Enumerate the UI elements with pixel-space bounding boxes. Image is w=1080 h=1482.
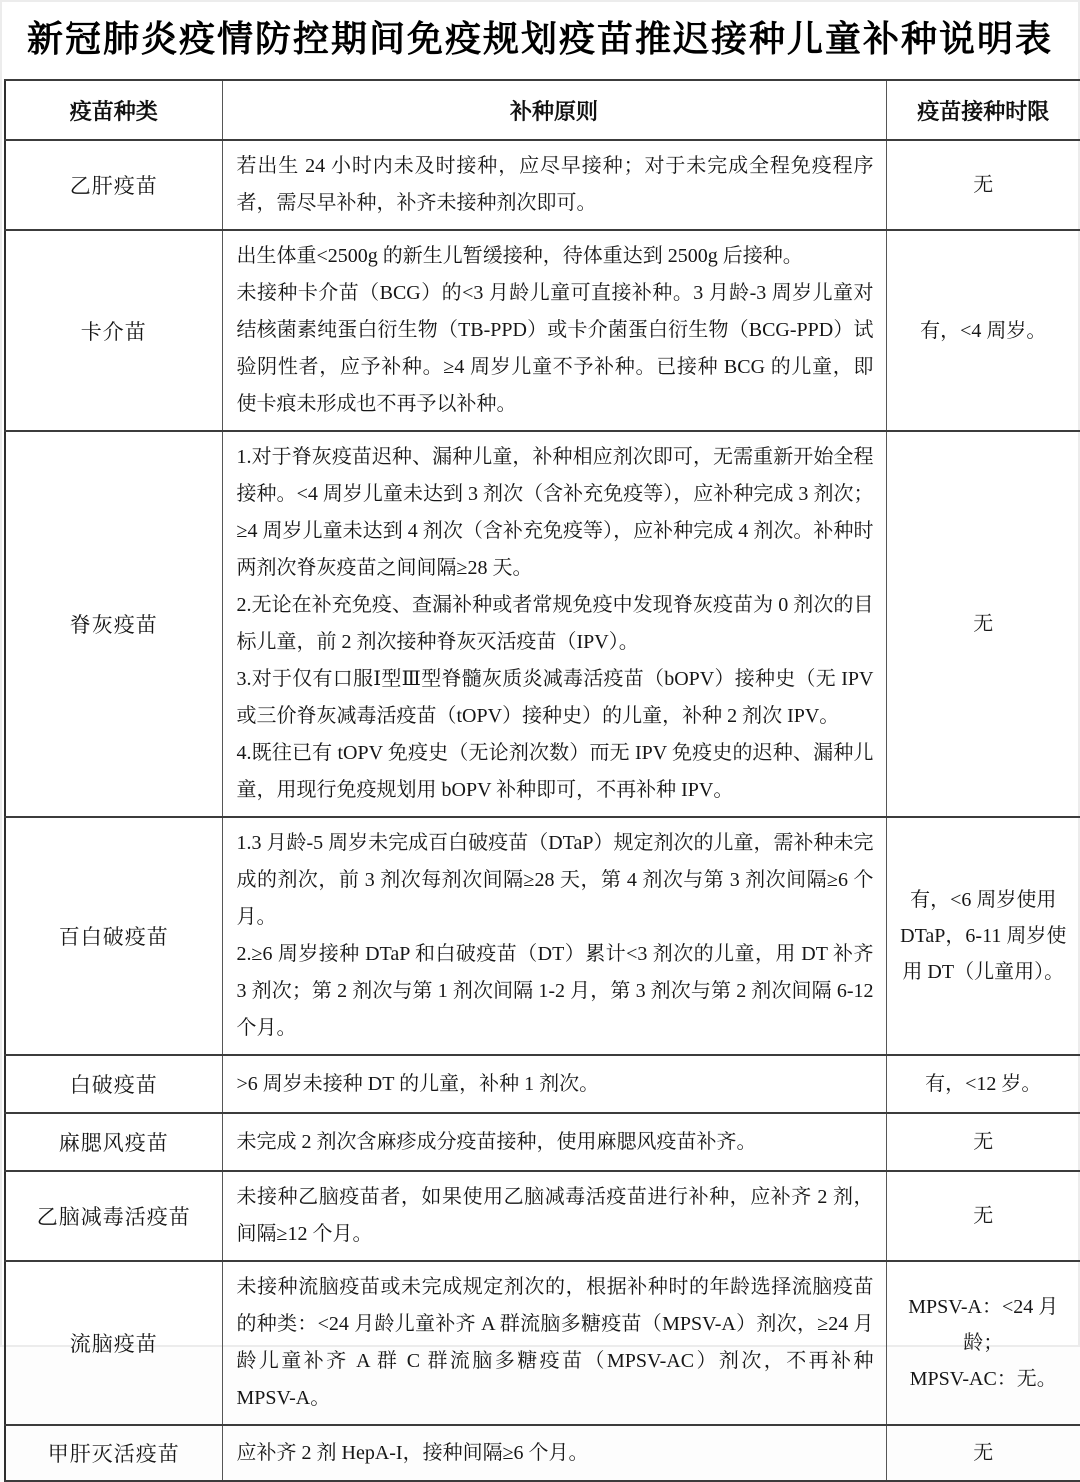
time-limit-cell <box>886 1261 1080 1425</box>
vaccine-name-cell: 甲肝灭活疫苗 <box>5 1425 222 1481</box>
time-limit-line: 有，<6 周岁使用 DTaP，6-11 周岁使用 DT（儿童用）。 <box>900 889 1067 983</box>
time-limit-cell <box>886 140 1080 230</box>
table-row <box>5 1055 1080 1113</box>
table-row <box>5 1261 1080 1425</box>
principle-paragraph: 1.对于脊灰疫苗迟种、漏种儿童，补种相应剂次即可，无需重新开始全程接种。<4 周岁儿童未达到 3 剂次（含补充免疫等），应补种完成 3 剂次；≥4 周岁儿童未达到 4 剂次（含补充免疫等），应补种完成 4 剂次。补种时两剂次脊灰疫苗之间间隔≥28 天。 <box>236 446 874 579</box>
time-limit-cell <box>886 1425 1080 1481</box>
principle-cell <box>222 1261 886 1425</box>
vaccine-name-cell: 百白破疫苗 <box>5 817 222 1055</box>
time-limit-cell <box>886 230 1080 431</box>
header-catchup-principle: 补种原则 <box>222 80 886 140</box>
principle-cell <box>222 1113 886 1171</box>
time-limit-cell <box>886 1055 1080 1113</box>
time-limit-line: 无 <box>973 613 994 635</box>
principle-cell <box>222 817 886 1055</box>
principle-paragraph: 出生体重<2500g 的新生儿暂缓接种，待体重达到 2500g 后接种。 <box>236 245 803 267</box>
principle-paragraph: 4.既往已有 tOPV 免疫史（无论剂次数）而无 IPV 免疫史的迟种、漏种儿童，用现行免疫规划用 bOPV 补种即可，不再补种 IPV。 <box>236 742 874 801</box>
time-limit-line: MPSV-AC：无。 <box>909 1368 1057 1390</box>
time-limit-line: MPSV-A：<24 月龄； <box>908 1296 1059 1354</box>
time-limit-cell <box>886 431 1080 817</box>
header-vaccination-time-limit: 疫苗接种时限 <box>886 80 1080 140</box>
principle-cell <box>222 230 886 431</box>
principle-paragraph: 未接种乙脑疫苗者，如果使用乙脑减毒活疫苗进行补种，应补齐 2 剂，间隔≥12 个月。 <box>236 1186 874 1245</box>
table-row <box>5 431 1080 817</box>
principle-paragraph: 3.对于仅有口服Ⅰ型Ⅲ型脊髓灰质炎减毒活疫苗（bOPV）接种史（无 IPV 或三价脊灰减毒活疫苗（tOPV）接种史）的儿童，补种 2 剂次 IPV。 <box>236 668 874 727</box>
principle-cell <box>222 1171 886 1261</box>
table-row <box>5 230 1080 431</box>
vaccine-name-cell: 麻腮风疫苗 <box>5 1113 222 1171</box>
header-vaccine-type: 疫苗种类 <box>5 80 222 140</box>
table-body <box>5 140 1080 1481</box>
time-limit-cell <box>886 1113 1080 1171</box>
principle-paragraph: 1.3 月龄-5 周岁未完成百白破疫苗（DTaP）规定剂次的儿童，需补种未完成的剂次，前 3 剂次每剂次间隔≥28 天，第 4 剂次与第 3 剂次间隔≥6 个月。 <box>236 832 874 928</box>
principle-cell <box>222 140 886 230</box>
time-limit-line: 无 <box>973 1205 994 1227</box>
table-row <box>5 1171 1080 1261</box>
time-limit-cell <box>886 1171 1080 1261</box>
principle-paragraph: 未接种卡介苗（BCG）的<3 月龄儿童可直接补种。3 月龄-3 周岁儿童对结核菌素纯蛋白衍生物（TB-PPD）或卡介菌蛋白衍生物（BCG-PPD）试验阴性者，应予补种。≥4 周岁儿童不予补种。已接种 BCG 的儿童，即使卡痕未形成也不再予以补种。 <box>236 282 874 415</box>
table-row <box>5 1425 1080 1481</box>
principle-cell <box>222 1425 886 1481</box>
principle-cell <box>222 431 886 817</box>
principle-cell <box>222 1055 886 1113</box>
vaccine-name-cell: 脊灰疫苗 <box>5 431 222 817</box>
principle-paragraph: >6 周岁未接种 DT 的儿童，补种 1 剂次。 <box>236 1072 600 1095</box>
vaccine-name-cell: 流脑疫苗 <box>5 1261 222 1425</box>
principle-paragraph: 应补齐 2 剂 HepA-I，接种间隔≥6 个月。 <box>236 1441 589 1464</box>
table-header-row <box>5 80 1080 140</box>
vaccine-name-cell: 乙脑减毒活疫苗 <box>5 1171 222 1261</box>
time-limit-cell <box>886 817 1080 1055</box>
table-row <box>5 140 1080 230</box>
vaccine-name-cell: 乙肝疫苗 <box>5 140 222 230</box>
time-limit-line: 无 <box>973 1131 994 1153</box>
time-limit-line: 无 <box>973 1442 994 1464</box>
time-limit-line: 有，<4 周岁。 <box>920 319 1047 342</box>
time-limit-line: 有，<12 岁。 <box>925 1073 1042 1095</box>
principle-paragraph: 未完成 2 剂次含麻疹成分疫苗接种，使用麻腮风疫苗补齐。 <box>236 1130 757 1153</box>
vaccine-name-cell: 白破疫苗 <box>5 1055 222 1113</box>
principle-paragraph: 未接种流脑疫苗或未完成规定剂次的，根据补种时的年龄选择流脑疫苗的种类：<24 月龄儿童补齐 A 群流脑多糖疫苗（MPSV-A）剂次，≥24 月龄儿童补齐 A 群 C 群流脑多糖疫苗（MPSV-AC）剂次，不再补种 MPSV-A。 <box>236 1276 874 1409</box>
table-row <box>5 817 1080 1055</box>
time-limit-line: 无 <box>973 174 994 196</box>
principle-paragraph: 2.无论在补充免疫、查漏补种或者常规免疫中发现脊灰疫苗为 0 剂次的目标儿童，前 2 剂次接种脊灰灭活疫苗（IPV）。 <box>236 594 874 653</box>
principle-paragraph: 2.≥6 周岁接种 DTaP 和白破疫苗（DT）累计<3 剂次的儿童，用 DT 补齐 3 剂次；第 2 剂次与第 1 剂次间隔 1-2 月，第 3 剂次与第 2 剂次间隔 6-12 个月。 <box>236 943 874 1039</box>
principle-paragraph: 若出生 24 小时内未及时接种，应尽早接种；对于未完成全程免疫程序者，需尽早补种，补齐未接种剂次即可。 <box>236 155 874 214</box>
page-title: 新冠肺炎疫情防控期间免疫规划疫苗推迟接种儿童补种说明表 <box>26 18 1053 59</box>
vaccine-catchup-table <box>4 79 1080 1482</box>
vaccine-name-cell: 卡介苗 <box>5 230 222 431</box>
table-row <box>5 1113 1080 1171</box>
